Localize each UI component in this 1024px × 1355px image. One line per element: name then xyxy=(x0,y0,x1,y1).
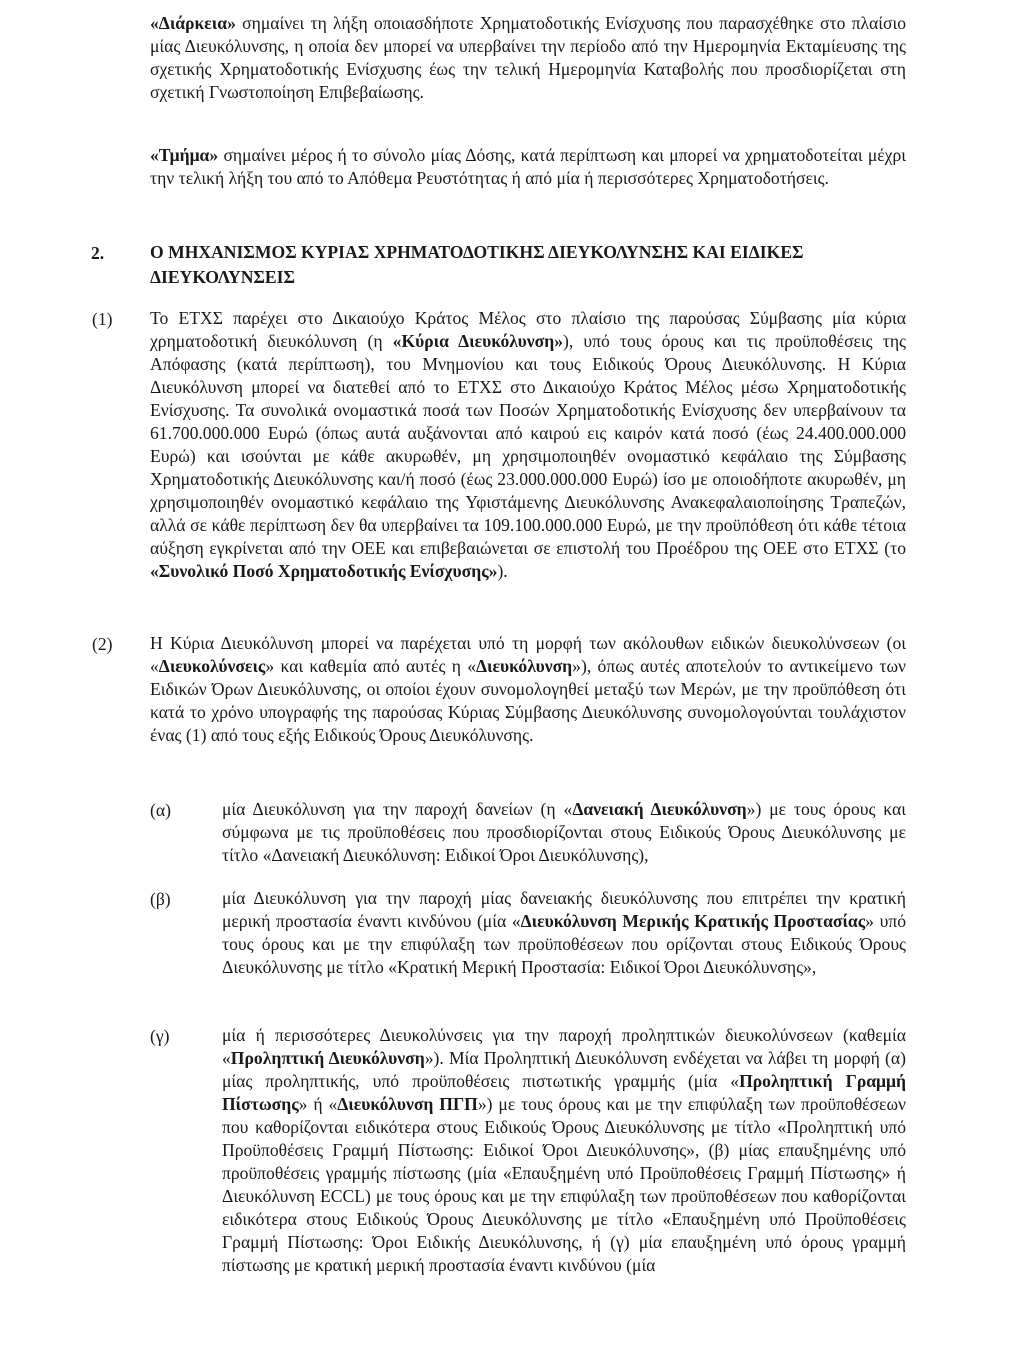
paragraph-1 xyxy=(150,307,906,583)
definition-tranche xyxy=(150,144,906,190)
item-text: μία Διευκόλυνση για την παροχή δανείων (η « xyxy=(222,799,573,819)
defined-term: Διευκόλυνση Μερικής Κρατικής Προστασίας xyxy=(520,911,866,931)
definition-term: «Διάρκεια» xyxy=(150,13,236,33)
definition-duration xyxy=(150,12,906,104)
section-number: 2. xyxy=(91,243,105,263)
item-text: ») με τους όρους και σύμφωνα με τις προϋποθέσεις που προσδιορίζονται στους Ειδικούς Όρους Διευκόλυνσης με τίτλο «Δανειακή Διευκόλυνση: Ειδικοί Όροι Διευκόλυνσης), xyxy=(222,799,906,865)
section-heading: Ο ΜΗΧΑΝΙΣΜΟΣ ΚΥΡΙΑΣ ΧΡΗΜΑΤΟΔΟΤΙΚΗΣ ΔΙΕΥΚΟΛΥΝΣΗΣ ΚΑΙ ΕΙΔΙΚΕΣ ΔΙΕΥΚΟΛΥΝΣΕΙΣ xyxy=(150,242,804,287)
defined-term: Διευκόλυνση xyxy=(476,656,573,676)
defined-term: Διευκολύνσεις xyxy=(158,656,266,676)
defined-term: Διευκόλυνση ΠΓΠ xyxy=(337,1094,478,1114)
item-text: »). Μία Προληπτική Διευκόλυνση ενδέχεται να λάβει τη μορφή (α) μίας προληπτικής, υπό προϋποθέσεις πιστωτικής γραμμής (μία « xyxy=(222,1048,906,1091)
defined-term: Προληπτική Διευκόλυνση xyxy=(230,1048,425,1068)
definition-term: «Τμήμα» xyxy=(150,145,219,165)
item-b xyxy=(222,887,906,979)
paragraph-text: Το ΕΤΧΣ παρέχει στο Δικαιούχο Κράτος Μέλος στο πλαίσιο της παρούσας Σύμβασης μία κύρια χρηματοδοτική διευκόλυνση (η xyxy=(150,308,906,351)
defined-term: «Συνολικό Ποσό Χρηματοδοτικής Ενίσχυσης» xyxy=(150,561,498,581)
item-text: μία ή περισσότερες Διευκολύνσεις για την παροχή προληπτικών διευκολύνσεων (καθεμία « xyxy=(222,1025,906,1068)
paragraph-text: Η Κύρια Διευκόλυνση μπορεί να παρέχεται υπό τη μορφή των ακόλουθων ειδικών διευκολύνσεων (οι « xyxy=(150,633,906,676)
item-c xyxy=(222,1024,906,1277)
definition-text: σημαίνει τη λήξη οποιασδήποτε Χρηματοδοτικής Ενίσχυσης που παρασχέθηκε στο πλαίσιο μίας Διευκόλυνσης, η οποία δεν μπορεί να υπερβαίνει την περίοδο από την Ημερομηνία Εκταμίευσης της σχετικής Χρηματοδοτικής Ενίσχυσης έως την τελική Ημερομηνία Καταβολής που προσδιορίζεται στη σχετική Γνωστοποίηση Επιβεβαίωσης. xyxy=(150,13,906,102)
paragraph-text: » και καθεμία από αυτές η « xyxy=(265,656,477,676)
item-label: (γ) xyxy=(150,1026,170,1046)
item-a xyxy=(222,798,906,867)
definition-text: σημαίνει μέρος ή το σύνολο μίας Δόσης, κατά περίπτωση και μπορεί να χρηματοδοτείται μέχρι την τελική λήξη του από το Απόθεμα Ρευστότητας ή από μία ή περισσότερες Χρηματοδοτήσεις. xyxy=(150,145,906,188)
item-text: ») με τους όρους και με την επιφύλαξη των προϋποθέσεων που καθορίζονται ειδικότερα στους Ειδικούς Όρους Διευκόλυνσης με τίτλο «Προληπτική υπό Προϋποθέσεις Γραμμή Πίστωσης: Ειδικοί Όροι Διευκόλυνσης», (β) μίας επαυξημένης υπό προϋποθέσεις γραμμής πίστωσης (μία «Επαυξημένη υπό Προϋποθέσεις Γραμμή Πίστωσης» ή Διευκόλυνση ECCL) με τους όρους και με την επιφύλαξη των προϋποθέσεων που καθορίζονται ειδικότερα στους Ειδικούς Όρους Διευκόλυνσης με τίτλο «Επαυξημένη υπό Προϋποθέσεις Γραμμή Πίστωσης: Όροι Ειδικής Διευκόλυνσης, ή (γ) μία επαυξημένη υπό όρους γραμμή πίστωσης με κρατική μερική προστασία έναντι κινδύνου (μία xyxy=(222,1094,906,1275)
defined-term: Προληπτική Γραμμή Πίστωσης xyxy=(222,1071,906,1114)
paragraph-text: ), υπό τους όρους και τις προϋποθέσεις της Απόφασης (κατά περίπτωση), του Μνημονίου και τους Ειδικούς Όρους Διευκόλυνσης. Η Κύρια Διευκόλυνση μπορεί να διατεθεί από το ΕΤΧΣ στο Δικαιούχο Κράτος Μέλος μέσω Χρηματοδοτικής Ενίσχυσης. Τα συνολικά ονομαστικά ποσά των Ποσών Χρηματοδοτικής Ενίσχυσης δεν υπερβαίνουν τα 61.700.000.000 Ευρώ (όπως αυτά αυξάνονται από καιρού εις καιρόν κατά ποσό (έως 24.400.000.000 Ευρώ) και ισούνται με κάθε ακυρωθέν, μη χρησιμοποιηθέν ονομαστικό κεφάλαιο της Σύμβασης Χρηματοδοτικής Διευκόλυνσης και/ή ποσό (έως 23.000.000.000 Ευρώ) ίσο με οποιοδήποτε ακυρωθέν, μη χρησιμοποιηθέν ονομαστικό κεφάλαιο της Υφιστάμενης Διευκόλυνσης Ανακεφαλαιοποίησης Τραπεζών, αλλά σε κάθε περίπτωση δεν θα υπερβαίνει τα 109.100.000.000 Ευρώ, με την προϋπόθεση ότι κάθε τέτοια αύξηση εγκρίνεται από την ΟΕΕ και επιβεβαιώνεται σε επιστολή του Προέδρου της ΟΕΕ στο ΕΤΧΣ (το xyxy=(150,331,906,558)
paragraph-text: »), όπως αυτές αποτελούν το αντικείμενο των Ειδικών Όρων Διευκόλυνσης, οι οποίοι έχουν συνομολογηθεί μεταξύ των Μερών, με την προϋπόθεση ότι κατά το χρόνο υπογραφής της παρούσας Κύριας Σύμβασης Διευκόλυνσης συνομολογούνται τουλάχιστον ένας (1) από τους εξής Ειδικούς Όρους Διευκόλυνσης. xyxy=(150,656,907,745)
paragraph-text: ). xyxy=(497,561,508,581)
item-text: μία Διευκόλυνση για την παροχή μίας δανειακής διευκόλυνσης που επιτρέπει την κρατική μερική προστασία έναντι κινδύνου (μία « xyxy=(222,888,906,931)
paragraph-number: (1) xyxy=(92,309,113,329)
item-label: (α) xyxy=(150,800,171,820)
item-label: (β) xyxy=(150,889,171,909)
item-text: » υπό τους όρους και με την επιφύλαξη των προϋποθέσεων που ορίζονται στους Ειδικούς Όρους Διευκόλυνσης με τίτλο «Κρατική Μερική Προστασία: Ειδικοί Όροι Διευκόλυνσης», xyxy=(222,911,906,977)
defined-term: «Κύρια Διευκόλυνση» xyxy=(392,331,564,351)
paragraph-2 xyxy=(150,632,906,747)
paragraph-number: (2) xyxy=(92,634,113,654)
item-text: » ή « xyxy=(298,1094,338,1114)
defined-term: Δανειακή Διευκόλυνση xyxy=(572,799,747,819)
